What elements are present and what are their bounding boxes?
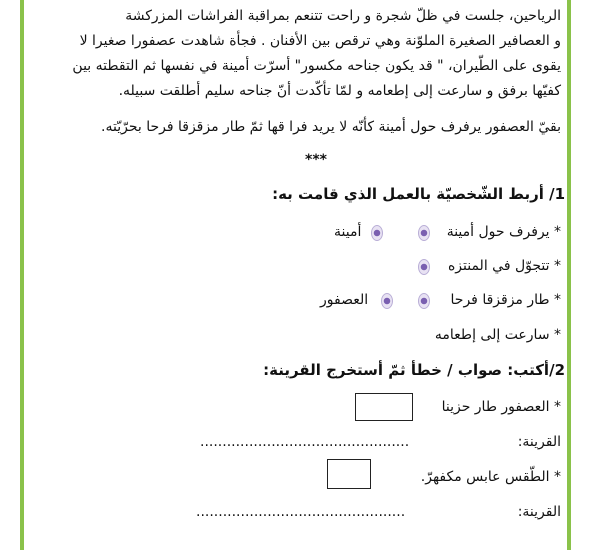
action-item: * يرفرف حول أمينة (446, 224, 561, 240)
exercise1-title: 1/ أربط الشّخصيّة بالعمل الذي قامت به: (272, 185, 565, 203)
action-item: * تتجوّل في المنتزه (447, 258, 561, 274)
story-line-2: و العصافير الصغيرة الملوّنة وهي ترقص بين الأفنان . فجأة شاهدت عصفورا صغيرا لا (79, 33, 561, 49)
answer-box[interactable] (327, 459, 371, 489)
story-line-1: الرياحين، جلست في ظلّ شجرة و راحت تتنعم بمراقبة الفراشات المزركشة (125, 8, 561, 24)
statement-item: * العصفور طار حزينا (441, 399, 561, 415)
story-line-4: كفيّها برفق و سارعت إلى إطعامه و لمّا تأكّدت أنّ جناحه سليم أطلقت سبيله. (118, 83, 561, 99)
character-bird: العصفور (320, 292, 369, 308)
evidence-line[interactable]: ............................................... (196, 504, 406, 520)
character-amina: أمينة (334, 224, 362, 240)
radio-button[interactable] (418, 293, 430, 309)
action-item: * سارعت إلى إطعامه (434, 327, 561, 343)
radio-button[interactable] (381, 293, 393, 309)
story-line-5: بقيّ العصفور يرفرف حول أمينة كأنّه لا يريد فرا قها ثمّ طار مزقزقا فرحا بحرّيّته. (101, 119, 561, 135)
action-item: * طار مزقزقا فرحا (450, 292, 561, 308)
answer-box[interactable] (355, 393, 413, 421)
evidence-label: القرينة: (517, 504, 561, 520)
story-line-3: يقوى على الطّيران، " قد يكون جناحه مكسور" أسرّت أمينة في نفسها ثم التقطته بين (72, 58, 561, 74)
radio-button[interactable] (418, 259, 430, 275)
separator: *** (305, 152, 327, 168)
evidence-line[interactable]: ............................................... (200, 434, 410, 450)
radio-button[interactable] (371, 225, 383, 241)
statement-item: * الطّقس عابس مكفهرّ. (420, 469, 561, 485)
radio-button[interactable] (418, 225, 430, 241)
evidence-label: القرينة: (517, 434, 561, 450)
exercise2-title: 2/أكتب: صواب / خطأ ثمّ أستخرج القرينة: (263, 361, 565, 379)
